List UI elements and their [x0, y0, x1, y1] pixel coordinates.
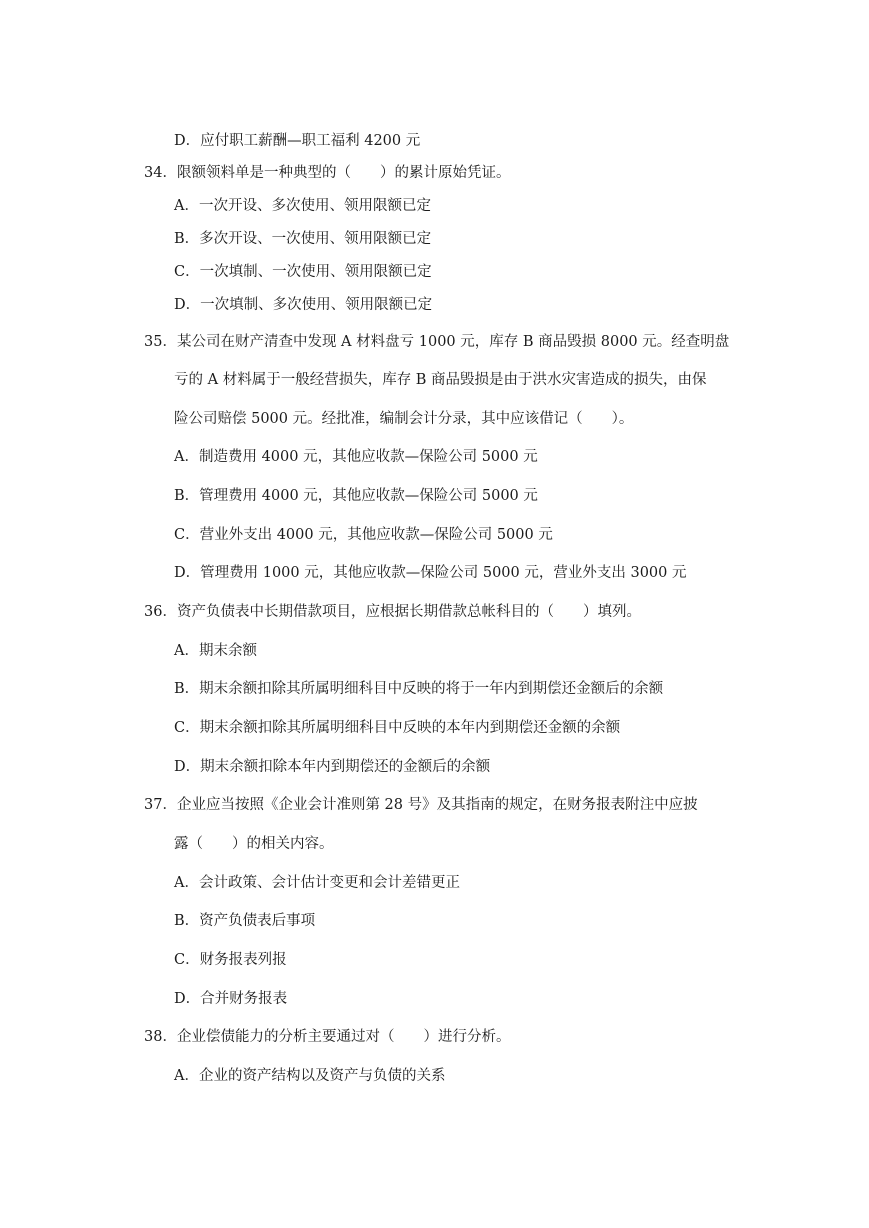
q36-option-d: D．期末余额扣除本年内到期偿还的金额后的余额 — [174, 759, 491, 775]
q35-stem-line-3: 险公司赔偿 5000 元。经批准，编制会计分录，其中应该借记（ ）。 — [174, 411, 634, 427]
q36-option-b: B．期末余额扣除其所属明细科目中反映的将于一年内到期偿还金额后的余额 — [174, 681, 664, 697]
q35-stem-line-2: 亏的 A 材料属于一般经营损失，库存 B 商品毁损是由于洪水灾害造成的损失，由保 — [174, 372, 707, 388]
q35-option-a: A．制造费用 4000 元，其他应收款—保险公司 5000 元 — [174, 449, 538, 465]
q37-stem-line-1: 37．企业应当按照《企业会计准则第 28 号》及其指南的规定，在财务报表附注中应披 — [144, 797, 698, 813]
q36-option-c: C．期末余额扣除其所属明细科目中反映的本年内到期偿还金额的余额 — [174, 720, 621, 736]
q37-option-c: C．财务报表列报 — [174, 952, 287, 968]
q38-option-a: A．企业的资产结构以及资产与负债的关系 — [174, 1068, 446, 1084]
q35-option-d: D．管理费用 1000 元，其他应收款—保险公司 5000 元，营业外支出 3000 元 — [174, 565, 687, 581]
q37-stem-line-2: 露（ ）的相关内容。 — [174, 836, 334, 852]
q34-option-b: B．多次开设、一次使用、领用限额已定 — [174, 231, 432, 247]
q34-option-c: C．一次填制、一次使用、领用限额已定 — [174, 264, 432, 280]
q34-stem: 34．限额领料单是一种典型的（ ）的累计原始凭证。 — [144, 165, 511, 181]
q35-option-c: C．营业外支出 4000 元，其他应收款—保险公司 5000 元 — [174, 527, 553, 543]
q34-option-a: A．一次开设、多次使用、领用限额已定 — [174, 198, 431, 214]
q36-stem: 36．资产负债表中长期借款项目，应根据长期借款总帐科目的（ ）填列。 — [144, 604, 641, 620]
q35-stem-line-1: 35．某公司在财产清查中发现 A 材料盘亏 1000 元，库存 B 商品毁损 8000 元。经查明盘 — [144, 334, 730, 350]
q37-option-a: A．会计政策、会计估计变更和会计差错更正 — [174, 875, 460, 891]
q35-option-b: B．管理费用 4000 元，其他应收款—保险公司 5000 元 — [174, 488, 538, 504]
q37-option-b: B．资产负债表后事项 — [174, 913, 316, 929]
q34-option-d: D．一次填制、多次使用、领用限额已定 — [174, 297, 433, 313]
q37-option-d: D．合并财务报表 — [174, 991, 288, 1007]
q36-option-a: A．期末余额 — [174, 643, 257, 659]
q38-stem: 38．企业偿债能力的分析主要通过对（ ）进行分析。 — [144, 1029, 511, 1045]
q33-option-d: D．应付职工薪酬—职工福利 4200 元 — [174, 133, 421, 149]
